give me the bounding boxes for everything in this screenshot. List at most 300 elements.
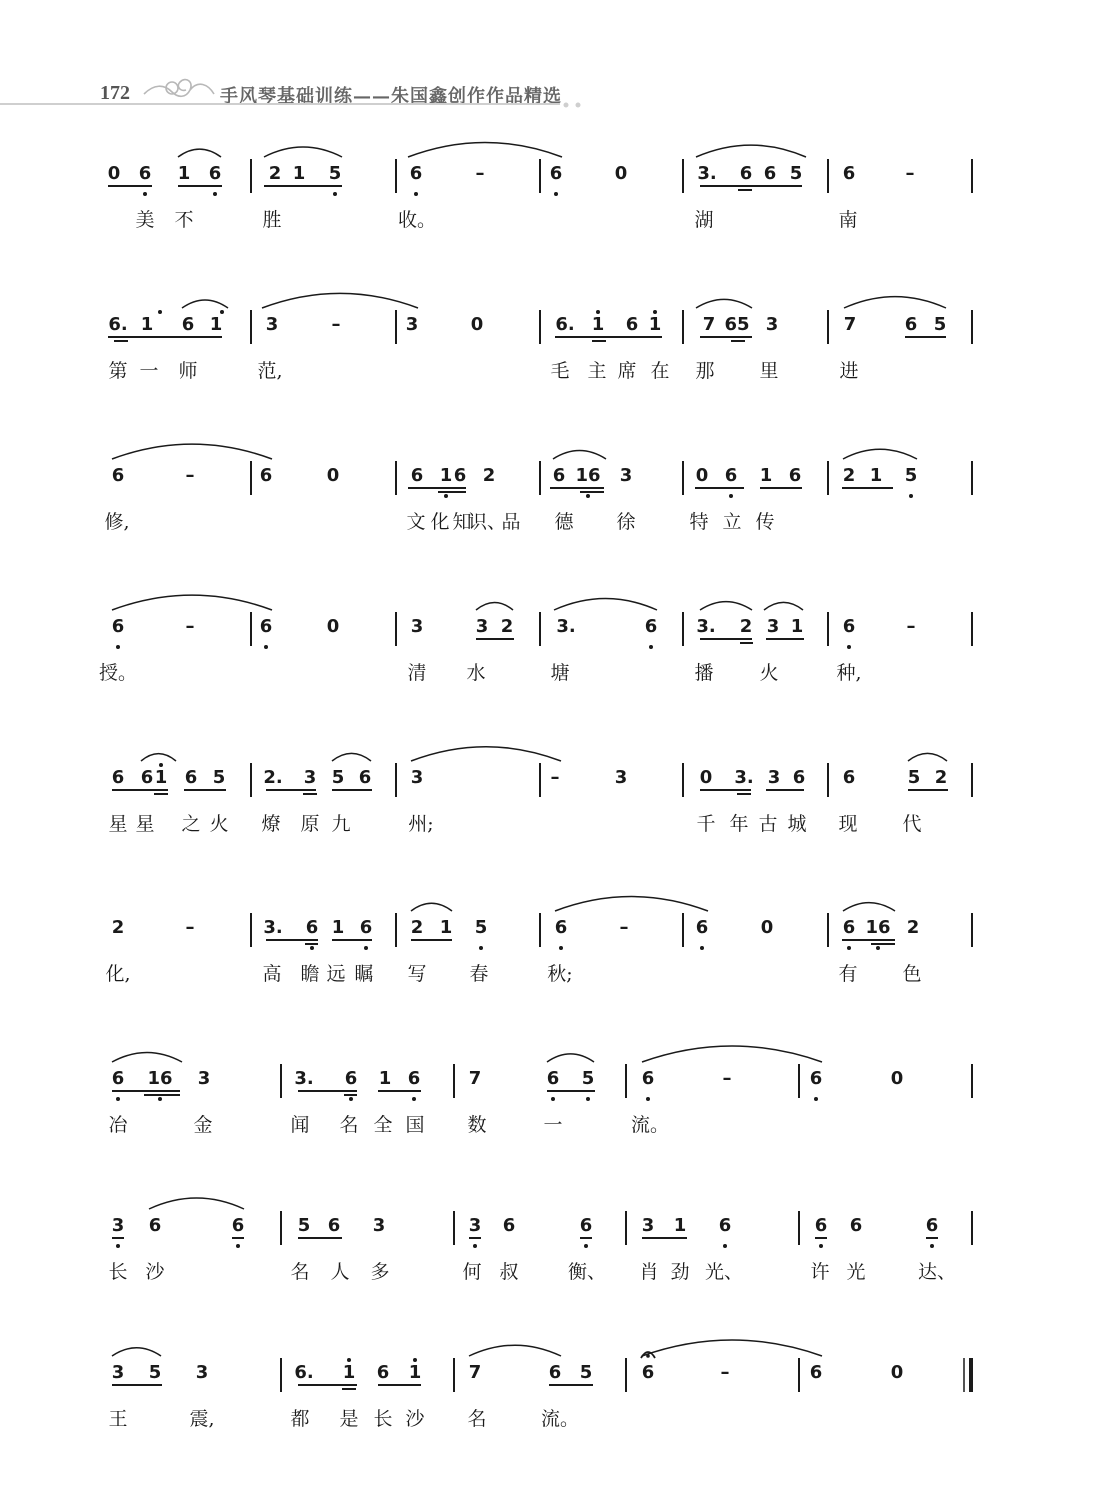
lyric-syllable: 金: [193, 1114, 213, 1136]
lyric-syllable: 全: [373, 1114, 393, 1136]
note: 3.: [697, 163, 717, 184]
lyric-syllable: 流。: [630, 1114, 670, 1136]
slur: [141, 754, 176, 761]
note: 1: [648, 314, 662, 335]
note: 0: [695, 465, 709, 486]
lyric-syllable: 衡、: [567, 1261, 607, 1283]
note: 6: [259, 465, 273, 486]
octave-dot-below: [551, 1097, 555, 1101]
lyric-syllable: 沙: [145, 1261, 165, 1283]
slur: [112, 1348, 161, 1356]
note: 3: [265, 314, 279, 335]
note: 6: [410, 465, 424, 486]
note: 3: [197, 1068, 211, 1089]
note: 1: [342, 1362, 356, 1383]
slur: [843, 449, 917, 459]
lyric-syllable: 特: [689, 511, 709, 533]
lyric-syllable: 塘: [550, 662, 570, 684]
note: 3: [619, 465, 633, 486]
note: 2: [410, 917, 424, 938]
lyric-syllable: 一: [139, 360, 159, 382]
note: 6.: [108, 314, 128, 335]
lyric-syllable: 湖: [694, 209, 714, 231]
note: 6: [641, 1068, 655, 1089]
lyric-syllable: 星: [108, 813, 128, 835]
note: 2: [934, 767, 948, 788]
lyric-syllable: 闻: [290, 1114, 310, 1136]
note: 6: [552, 465, 566, 486]
lyric-syllable: 流。: [540, 1408, 580, 1430]
note: 7: [702, 314, 716, 335]
fermata-dot: [646, 1354, 650, 1358]
note: 5: [581, 1068, 595, 1089]
slur: [553, 451, 606, 459]
slur: [262, 293, 418, 308]
lyric-syllable: 州;: [408, 813, 434, 835]
lyric-syllable: 知: [452, 511, 472, 533]
lyric-syllable: 徐: [616, 511, 636, 533]
note: –: [185, 465, 195, 486]
note: 6.: [294, 1362, 314, 1383]
octave-dot-below: [412, 1097, 416, 1101]
octave-dot-below: [814, 1097, 818, 1101]
octave-dot-below: [236, 1244, 240, 1248]
note: 6: [305, 917, 319, 938]
lyric-syllable: 肖: [639, 1261, 659, 1283]
note: 3: [410, 616, 424, 637]
note: –: [185, 917, 195, 938]
note: 6: [644, 616, 658, 637]
note: 6: [184, 767, 198, 788]
note: 6: [792, 767, 806, 788]
octave-dot-above: [653, 310, 657, 314]
note: 5: [933, 314, 947, 335]
lyric-syllable: 范,: [257, 360, 283, 382]
lyric-syllable: 达、: [917, 1261, 957, 1283]
note: –: [331, 314, 341, 335]
note: 6: [842, 163, 856, 184]
note: 6: [849, 1215, 863, 1236]
octave-dot-above: [158, 310, 162, 314]
slur: [112, 444, 272, 459]
lyric-syllable: 化,: [105, 963, 131, 985]
note: –: [722, 1068, 732, 1089]
slur: [112, 595, 272, 610]
lyric-syllable: 那: [695, 360, 715, 382]
lyric-syllable: 高: [262, 963, 282, 985]
lyric-syllable: 之: [181, 813, 201, 835]
note: 6: [111, 1068, 125, 1089]
lyric-syllable: 水: [466, 662, 486, 684]
note: 1: [759, 465, 773, 486]
slur: [408, 142, 562, 157]
octave-dot-below: [649, 645, 653, 649]
octave-dot-below: [586, 494, 590, 498]
note: 5: [579, 1362, 593, 1383]
note: 5: [328, 163, 342, 184]
note: 6: [579, 1215, 593, 1236]
note: 3: [405, 314, 419, 335]
note: 6: [739, 163, 753, 184]
lyric-syllable: 识、: [467, 511, 507, 533]
note: –: [475, 163, 485, 184]
note: 6: [814, 1215, 828, 1236]
lyric-syllable: 长: [108, 1261, 128, 1283]
slur: [642, 1340, 822, 1356]
octave-dot-below: [559, 946, 563, 950]
octave-dot-above: [596, 310, 600, 314]
note: 1: [177, 163, 191, 184]
lyric-syllable: 修,: [104, 511, 130, 533]
octave-dot-below: [876, 946, 880, 950]
lyric-syllable: 古: [758, 813, 778, 835]
note: 6: [138, 163, 152, 184]
octave-dot-above: [220, 310, 224, 314]
note: –: [720, 1362, 730, 1383]
slur: [844, 297, 946, 308]
note: 3: [303, 767, 317, 788]
note: 6: [763, 163, 777, 184]
lyric-syllable: 种,: [836, 662, 862, 684]
note: –: [185, 616, 195, 637]
lyric-syllable: 代: [902, 813, 922, 835]
note: 6: [625, 314, 639, 335]
lyric-syllable: 色: [902, 963, 922, 985]
note: 1: [439, 465, 453, 486]
octave-dot-below: [554, 192, 558, 196]
note: 6: [208, 163, 222, 184]
note: 6: [724, 465, 738, 486]
octave-dot-below: [909, 494, 913, 498]
octave-dot-below: [158, 1097, 162, 1101]
octave-dot-above: [413, 1358, 417, 1362]
lyric-syllable: 播: [694, 662, 714, 684]
note: 6: [788, 465, 802, 486]
lyric-syllable: 写: [407, 963, 427, 985]
note: 6: [695, 917, 709, 938]
lyric-syllable: 是: [339, 1408, 359, 1430]
octave-dot-below: [729, 494, 733, 498]
note: 3.: [734, 767, 754, 788]
note: 16: [575, 465, 601, 486]
lyric-syllable: 南: [838, 209, 858, 231]
octave-dot-below: [586, 1097, 590, 1101]
octave-dot-below: [930, 1244, 934, 1248]
note: –: [619, 917, 629, 938]
lyric-syllable: 第: [108, 360, 128, 382]
lyric-syllable: 有: [838, 963, 858, 985]
octave-dot-below: [646, 1097, 650, 1101]
note: 6: [358, 767, 372, 788]
octave-dot-below: [364, 946, 368, 950]
note: 6.: [555, 314, 575, 335]
note: 3: [410, 767, 424, 788]
lyric-syllable: 远: [326, 963, 346, 985]
slur: [642, 1046, 822, 1062]
lyric-syllable: 名: [339, 1114, 359, 1136]
note: 6: [111, 767, 125, 788]
slur: [411, 747, 561, 761]
note: 6: [904, 314, 918, 335]
octave-dot-below: [479, 946, 483, 950]
lyric-syllable: 席: [617, 360, 637, 382]
octave-dot-below: [847, 946, 851, 950]
note: 1: [673, 1215, 687, 1236]
note: 6: [140, 767, 154, 788]
octave-dot-below: [116, 1244, 120, 1248]
lyric-syllable: 沙: [405, 1408, 425, 1430]
lyric-syllable: 传: [755, 511, 775, 533]
lyric-syllable: 现: [838, 813, 858, 835]
note: 3: [766, 616, 780, 637]
octave-dot-above: [159, 763, 163, 767]
slur: [554, 599, 657, 610]
note: 6: [502, 1215, 516, 1236]
note: 3.: [556, 616, 576, 637]
note: 3.: [263, 917, 283, 938]
lyric-syllable: 春: [469, 963, 489, 985]
note: 1: [140, 314, 154, 335]
octave-dot-below: [116, 1097, 120, 1101]
note: 3: [195, 1362, 209, 1383]
lyric-syllable: 主: [587, 360, 607, 382]
note: 2: [842, 465, 856, 486]
slur: [700, 602, 752, 610]
lyric-syllable: 火: [759, 662, 779, 684]
lyric-syllable: 冶: [108, 1114, 128, 1136]
slur: [149, 1198, 244, 1209]
note: 0: [760, 917, 774, 938]
note: 6: [548, 1362, 562, 1383]
octave-dot-below: [723, 1244, 727, 1248]
note: 0: [614, 163, 628, 184]
note: 3.: [696, 616, 716, 637]
octave-dot-below: [414, 192, 418, 196]
octave-dot-below: [333, 192, 337, 196]
note: 6: [376, 1362, 390, 1383]
note: 5: [789, 163, 803, 184]
note: 6: [111, 616, 125, 637]
lyric-syllable: 品: [501, 511, 521, 533]
lyric-syllable: 德: [554, 511, 574, 533]
note: –: [905, 163, 915, 184]
note: 3: [111, 1215, 125, 1236]
lyric-syllable: 光: [846, 1261, 866, 1283]
octave-dot-below: [213, 192, 217, 196]
note: 3: [614, 767, 628, 788]
lyric-syllable: 名: [467, 1408, 487, 1430]
note: 3: [475, 616, 489, 637]
slur: [332, 753, 371, 761]
slur: [908, 753, 947, 761]
lyric-syllable: 千: [696, 813, 716, 835]
lyric-syllable: 震,: [189, 1408, 215, 1430]
note: 1: [209, 314, 223, 335]
lyric-syllable: 秋;: [547, 963, 573, 985]
note: 6: [259, 616, 273, 637]
note: 3.: [294, 1068, 314, 1089]
note: –: [550, 767, 560, 788]
note: 0: [699, 767, 713, 788]
octave-dot-below: [819, 1244, 823, 1248]
note: 6: [111, 465, 125, 486]
lyric-syllable: 长: [373, 1408, 393, 1430]
note: 6: [407, 1068, 421, 1089]
note: 3: [641, 1215, 655, 1236]
note: 1: [292, 163, 306, 184]
slur: [178, 149, 221, 157]
lyric-syllable: 进: [839, 360, 859, 382]
note: 6: [554, 917, 568, 938]
slur: [696, 299, 752, 308]
lyric-syllable: 年: [729, 813, 749, 835]
note: 2: [906, 917, 920, 938]
note: 5: [907, 767, 921, 788]
note: 6: [359, 917, 373, 938]
note: 6: [546, 1068, 560, 1089]
note: 6: [842, 616, 856, 637]
note: 0: [890, 1068, 904, 1089]
note: 6: [925, 1215, 939, 1236]
slur: [469, 1345, 561, 1356]
lyric-syllable: 师: [178, 360, 198, 382]
note: 2: [739, 616, 753, 637]
note: 0: [470, 314, 484, 335]
note: 0: [107, 163, 121, 184]
note: 6: [809, 1362, 823, 1383]
note: 3: [111, 1362, 125, 1383]
lyric-syllable: 劲: [670, 1261, 690, 1283]
note: 1: [154, 767, 168, 788]
note: 1: [790, 616, 804, 637]
note: 6: [344, 1068, 358, 1089]
lyric-syllable: 城: [787, 813, 807, 835]
lyric-syllable: 九: [331, 813, 351, 835]
note: 1: [331, 917, 345, 938]
note: 7: [468, 1068, 482, 1089]
octave-dot-below: [116, 645, 120, 649]
note: 1: [439, 917, 453, 938]
octave-dot-below: [349, 1097, 353, 1101]
octave-dot-below: [584, 1244, 588, 1248]
note: 7: [468, 1362, 482, 1383]
lyric-syllable: 燎: [261, 813, 281, 835]
lyric-syllable: 瞻: [300, 963, 320, 985]
lyric-syllable: 都: [290, 1408, 310, 1430]
slur: [555, 897, 708, 911]
note: 3: [767, 767, 781, 788]
slur: [112, 1053, 182, 1062]
lyric-syllable: 原: [300, 813, 320, 835]
octave-dot-below: [444, 494, 448, 498]
note: 0: [326, 465, 340, 486]
note: 2: [500, 616, 514, 637]
lyric-syllable: 王: [108, 1408, 128, 1430]
lyric-syllable: 在: [650, 360, 670, 382]
note: 5: [904, 465, 918, 486]
lyric-syllable: 人: [330, 1261, 350, 1283]
lyric-syllable: 火: [209, 813, 229, 835]
note: –: [906, 616, 916, 637]
lyric-syllable: 名: [290, 1261, 310, 1283]
note: 3: [765, 314, 779, 335]
octave-dot-below: [700, 946, 704, 950]
note: 0: [326, 616, 340, 637]
slur: [264, 147, 342, 157]
lyric-syllable: 化: [430, 511, 450, 533]
lyric-syllable: 收。: [397, 209, 437, 231]
note: 6: [409, 163, 423, 184]
note: 16: [147, 1068, 173, 1089]
note: 65: [724, 314, 750, 335]
note: 6: [809, 1068, 823, 1089]
note: 6: [453, 465, 467, 486]
note: 5: [148, 1362, 162, 1383]
lyric-syllable: 胜: [262, 209, 282, 231]
note: 2: [111, 917, 125, 938]
lyric-syllable: 许: [810, 1261, 830, 1283]
octave-dot-below: [264, 645, 268, 649]
slur: [843, 903, 895, 911]
lyric-syllable: 授。: [98, 662, 138, 684]
note: 16: [865, 917, 891, 938]
note: 1: [591, 314, 605, 335]
lyric-syllable: 毛: [550, 360, 570, 382]
note: 1: [378, 1068, 392, 1089]
note: 1: [408, 1362, 422, 1383]
lyric-syllable: 国: [405, 1114, 425, 1136]
lyric-syllable: 瞩: [354, 963, 374, 985]
octave-dot-below: [310, 946, 314, 950]
lyric-syllable: 不: [174, 209, 194, 231]
page-number: 172: [100, 82, 130, 104]
note: 6: [842, 767, 856, 788]
lyric-syllable: 清: [407, 662, 427, 684]
note: 6: [181, 314, 195, 335]
note: 1: [869, 465, 883, 486]
octave-dot-below: [847, 645, 851, 649]
lyric-syllable: 美: [135, 209, 155, 231]
note: 5: [297, 1215, 311, 1236]
lyric-syllable: 光、: [704, 1261, 744, 1283]
lyric-syllable: 里: [759, 360, 779, 382]
lyric-syllable: 叔: [499, 1261, 519, 1283]
note: 5: [474, 917, 488, 938]
note: 6: [842, 917, 856, 938]
note: 5: [212, 767, 226, 788]
octave-dot-above: [347, 1358, 351, 1362]
note: 7: [843, 314, 857, 335]
lyric-syllable: 立: [722, 511, 742, 533]
note: 3: [468, 1215, 482, 1236]
octave-dot-below: [473, 1244, 477, 1248]
note: 3: [372, 1215, 386, 1236]
note: 6: [718, 1215, 732, 1236]
lyric-syllable: 何: [462, 1261, 482, 1283]
slur: [182, 300, 228, 308]
lyric-syllable: 多: [370, 1261, 390, 1283]
lyric-syllable: 一: [543, 1114, 563, 1136]
note: 6: [641, 1362, 655, 1383]
octave-dot-below: [143, 192, 147, 196]
slur: [696, 145, 806, 157]
book-title: 手风琴基础训练——朱国鑫创作作品精选: [220, 86, 562, 107]
note: 5: [331, 767, 345, 788]
slur: [476, 603, 513, 611]
slur: [547, 1054, 594, 1062]
lyric-syllable: 文: [406, 511, 426, 533]
note: 6: [327, 1215, 341, 1236]
